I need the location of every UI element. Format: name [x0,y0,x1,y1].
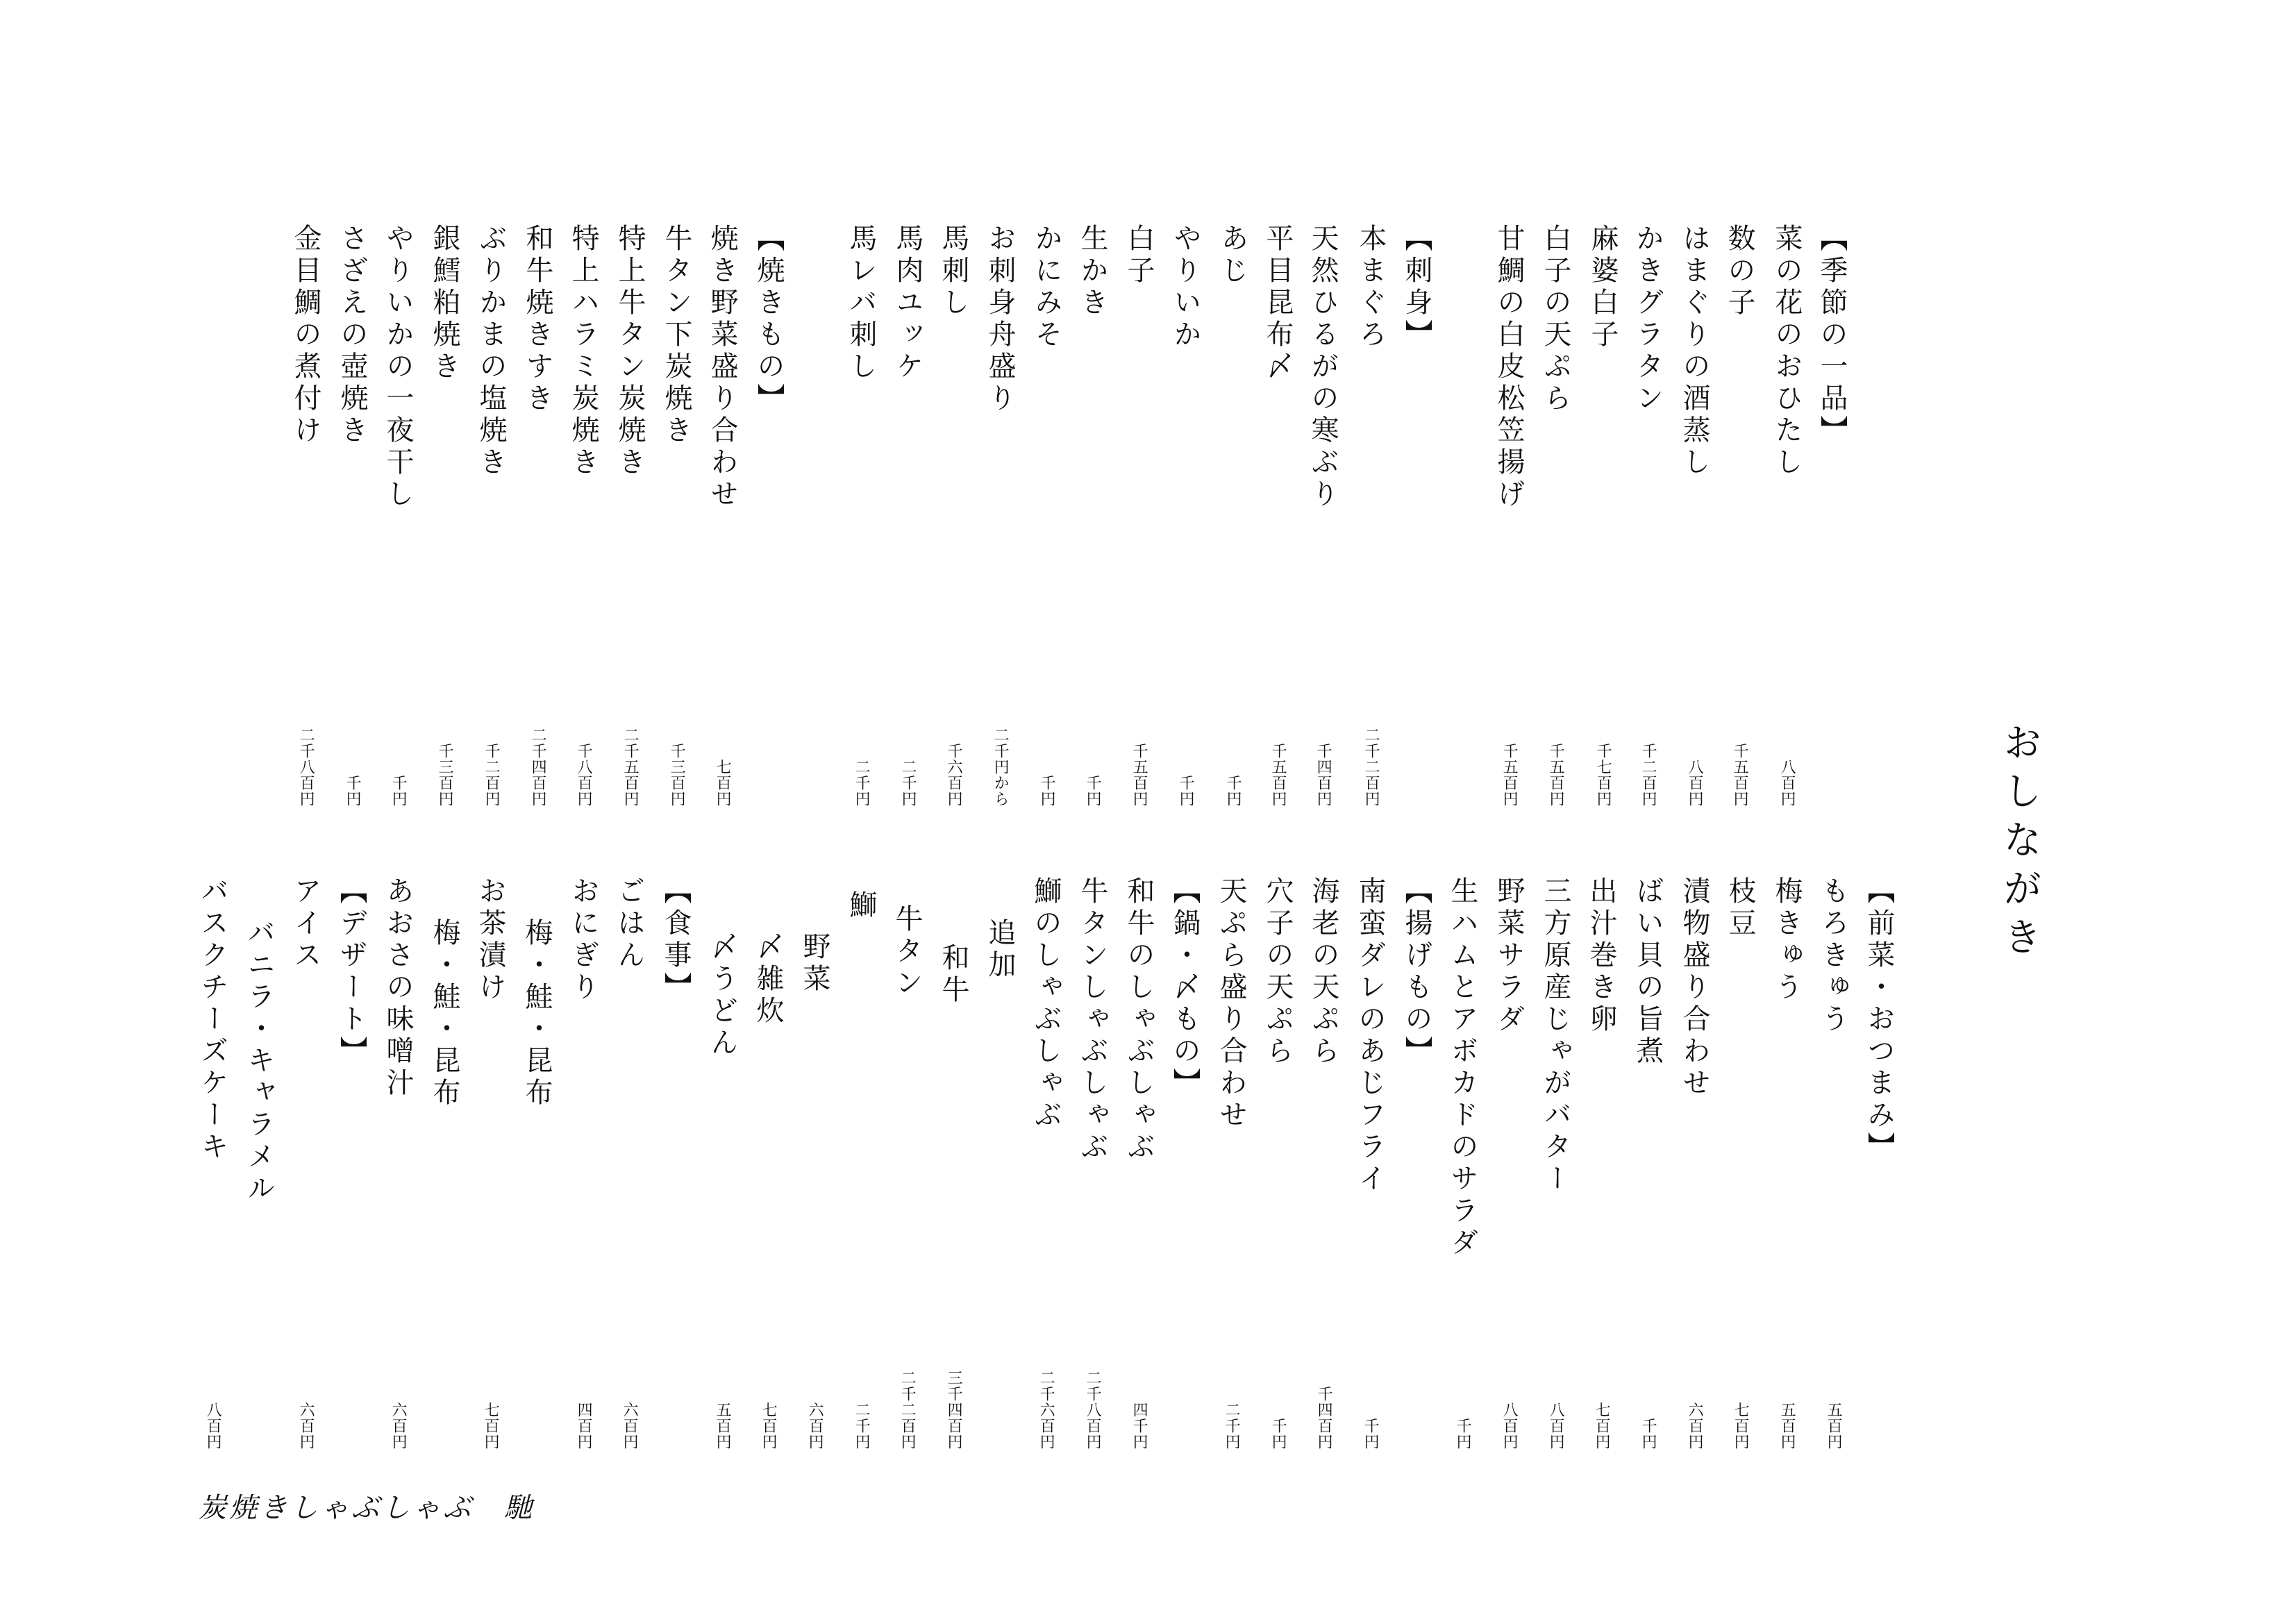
section-heading: 【季節の一品】 [1816,224,1848,447]
menu-item-name: 菜の花のおひたし [1771,224,1803,479]
menu-item-price: 千四百円 [1315,1386,1333,1450]
menu-item-price: 二千四百円 [529,727,547,807]
menu-item-price: 二千二百円 [1362,727,1380,807]
menu-item-price: 千五百円 [1547,743,1565,807]
menu-item-price: 千五百円 [1501,743,1519,807]
menu-item-price: 千三百円 [436,743,454,807]
menu-item-name: 天ぷら盛り合わせ [1215,876,1247,1132]
menu-item-name: 枝豆 [1724,876,1756,940]
menu-item-price: 二千円 [899,759,917,807]
menu-item-name: おにぎり [567,876,599,1004]
menu-item-price: 千円 [1038,775,1056,807]
menu-item-price: 五百円 [1825,1402,1843,1450]
menu-item-price: 七百円 [1593,1402,1611,1450]
menu-item-name: 馬肉ユッケ [892,224,923,383]
menu-item-price: 千四百円 [1314,743,1332,807]
menu-item-name: 牛タンしゃぶしゃぶ [1076,876,1108,1164]
menu-item-price: 千円 [1454,1418,1472,1450]
menu-item-name: ぶりかまの塩焼き [475,224,507,479]
menu-item-name: 生かき [1076,224,1108,319]
menu-item-name: 三方原産じゃがバター [1539,876,1571,1196]
section-heading: 【揚げもの】 [1401,876,1432,1068]
menu-item-name: あじ [1217,224,1248,287]
menu-item-name: はまぐりの酒蒸し [1678,224,1710,479]
menu-item-price: 千八百円 [575,743,593,807]
menu-item-name: 牛タン [891,904,923,1000]
menu-item-price: 六百円 [621,1402,639,1450]
menu-item-name: 焼き野菜盛り合わせ [706,224,738,511]
menu-item-price: 八百円 [204,1402,222,1450]
menu-item-price: 二千円から [992,727,1010,807]
menu-item-name: 平目昆布〆 [1262,224,1294,383]
menu-item-price: 二千五百円 [621,727,640,807]
menu-item-name: 〆うどん [706,932,738,1060]
menu-item-name: 鰤 [845,890,877,922]
menu-item-price: 千円 [1362,1418,1380,1450]
menu-item-price: 千二百円 [1639,743,1657,807]
menu-item-name: 南蛮ダレのあじフライ [1354,876,1386,1196]
menu-item-price: 八百円 [1501,1402,1519,1450]
menu-item-price: 二千円 [853,759,871,807]
menu-item-name: あおさの味噌汁 [382,876,414,1100]
menu-item-name: 野菜 [799,932,830,996]
menu-item-price: 千三百円 [668,743,686,807]
menu-item-price: 五百円 [1778,1402,1796,1450]
menu-item-price: 四千円 [1130,1402,1148,1450]
menu-item-name: 出汁巻き卵 [1585,876,1617,1036]
menu-item-name: 梅・鮭・昆布 [428,918,460,1110]
section-heading: 【焼きもの】 [753,224,785,415]
menu-item-name: 数の子 [1723,224,1755,319]
menu-item-name: バスクチーズケーキ [197,876,228,1164]
menu-item-name: 甘鯛の白皮松笠揚げ [1493,224,1525,511]
menu-item-name: お茶漬け [474,876,506,1004]
menu-item-price: 千円 [1269,1418,1287,1450]
menu-item-name: やりいかの一夜干し [382,224,414,511]
menu-item-name: 鰤のしゃぶしゃぶ [1030,876,1062,1132]
menu-item-name: 和牛焼きすき [521,224,553,415]
shop-name: 炭焼きしゃぶしゃぶ 馳 [199,1492,535,1524]
menu-item-price: 七百円 [482,1402,500,1450]
menu-item-name: 梅・鮭・昆布 [521,918,553,1110]
menu-item-name: お刺身舟盛り [984,224,1016,415]
menu-item-name: さざえの壺焼き [336,224,368,447]
menu-item-price: 八百円 [1778,759,1796,807]
menu-item-name: 本まぐろ [1355,224,1387,351]
menu-item-name: 和牛 [937,943,969,1007]
section-heading: 【前菜・おつまみ】 [1863,876,1895,1164]
menu-item-name: 麻婆白子 [1587,224,1619,351]
menu-item-name: 金目鯛の煮付け [290,224,321,447]
menu-item-name: もろきゅう [1817,876,1849,1036]
menu-item-name: 野菜サラダ [1493,876,1525,1036]
menu-item-name: 海老の天ぷら [1307,876,1339,1068]
menu-item-name: 銀鱈粕焼き [428,224,460,383]
menu-item-name: ごはん [613,876,645,972]
menu-item-price: 六百円 [806,1402,824,1450]
menu-item-name: かきグラタン [1632,224,1664,415]
menu-item-price: 千五百円 [1269,743,1287,807]
section-heading: 【刺身】 [1401,224,1432,351]
menu-item-price: 千七百円 [1594,743,1612,807]
menu-item-price: 五百円 [714,1402,732,1450]
menu-item-price: 四百円 [575,1402,593,1450]
menu-item-name: 白子 [1123,224,1155,287]
menu-item-price: 千円 [1639,1418,1657,1450]
menu-item-name: バニラ・キャラメル [243,918,275,1205]
menu-item-price: 千円 [1224,775,1242,807]
menu-item-name: 追加 [984,918,1016,982]
menu-item-price: 八百円 [1686,759,1704,807]
menu-item-price: 六百円 [297,1402,315,1450]
menu-item-price: 七百円 [1732,1402,1750,1450]
menu-item-price: 千六百円 [945,743,963,807]
menu-item-name: 牛タン下炭焼き [660,224,692,447]
menu-item-price: 二千八百円 [1084,1370,1102,1450]
menu-item-price: 八百円 [1547,1402,1565,1450]
menu-item-price: 千円 [344,775,362,807]
menu-item-name: アイス [290,876,321,972]
menu-item-price: 二千円 [853,1402,871,1450]
menu-item-name: やりいか [1169,224,1201,351]
menu-item-price: 二千六百円 [1037,1370,1055,1450]
menu-item-price: 千円 [1084,775,1102,807]
menu-item-name: かにみそ [1030,224,1062,351]
menu-item-name: 特上ハラミ炭焼き [567,224,599,479]
menu-item-name: 〆雑炊 [752,932,784,1028]
menu-item-price: 六百円 [1686,1402,1704,1450]
menu-item-name: 馬刺し [937,224,969,319]
menu-item-price: 七百円 [760,1402,778,1450]
menu-item-name: 漬物盛り合わせ [1678,876,1710,1100]
menu-item-price: 千円 [1177,775,1195,807]
menu-item-name: 穴子の天ぷら [1262,876,1294,1068]
menu-item-name: 馬レバ刺し [845,224,877,383]
menu-item-price: 千二百円 [483,743,501,807]
menu-item-price: 三千四百円 [945,1370,963,1450]
section-heading: 【食事】 [660,876,692,1004]
menu-item-price: 二千八百円 [297,727,315,807]
section-heading: 【デザート】 [335,876,367,1068]
menu-item-name: 特上牛タン炭焼き [614,224,646,479]
section-heading: 【鍋・〆もの】 [1169,876,1201,1100]
menu-item-name: 白子の天ぷら [1539,224,1571,415]
menu-item-price: 千五百円 [1731,743,1749,807]
menu-item-price: 七百円 [714,759,732,807]
menu-item-name: 生ハムとアボカドのサラダ [1446,876,1478,1259]
menu-item-name: 和牛のしゃぶしゃぶ [1123,876,1155,1164]
menu-title: おしながき [1997,722,2042,965]
menu-item-name: 梅きゅう [1771,876,1803,1004]
menu-item-price: 六百円 [390,1402,408,1450]
menu-item-name: 天然ひるがの寒ぶり [1307,224,1339,511]
menu-item-name: ばい貝の旨煮 [1632,876,1664,1068]
menu-item-price: 二千二百円 [899,1370,917,1450]
menu-item-price: 二千円 [1223,1402,1241,1450]
menu-item-price: 千円 [390,775,408,807]
menu-item-price: 千五百円 [1130,743,1148,807]
